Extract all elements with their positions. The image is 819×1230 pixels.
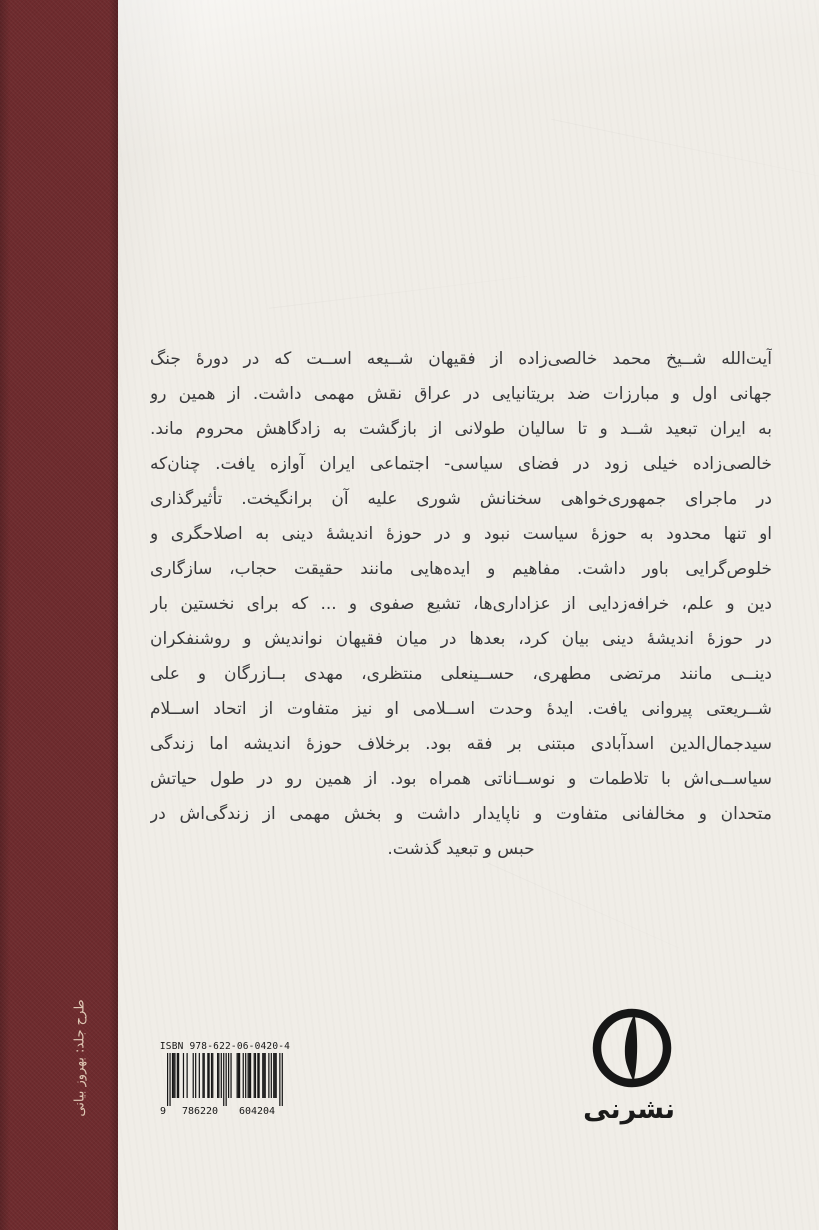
description-line: آیت‌الله شــیخ محمد خالصی‌زاده از فقیهان شــیعه اســت که در دورهٔ جنگ <box>150 349 772 369</box>
paper-crease <box>487 862 679 948</box>
cover-design-credit: طرح جلد: بهروز بیانی <box>72 999 88 1117</box>
description-line: به ایران تبعید شــد و تا سالیان طولانی از بازگشت به زادگاهش محروم ماند. <box>150 419 772 439</box>
book-description <box>150 342 772 867</box>
description-line: جهانی اول و مبارزات ضد بریتانیایی در عراق نقش مهمی داشت. از همین رو <box>150 384 772 404</box>
description-line: خلوص‌گرایی باور داشت. مفاهیم و ایده‌هایی مانند حقیقت حجاب، سازگاری <box>150 559 772 579</box>
description-line: سیدجمال‌الدین اسدآبادی مبتنی بر فقه بود. برخلاف حوزهٔ اندیشه اما زندگی <box>150 734 772 754</box>
barcode-digit-group: 786220 <box>181 1106 219 1117</box>
publisher-block <box>583 1007 675 1125</box>
isbn-number: ISBN 978-622-06-0420-4 <box>159 1041 291 1052</box>
description-line: دین و علم، خرافه‌زدایی از عزاداری‌ها، تشیع صفوی و ... که برای نخستین بار <box>150 594 772 614</box>
paper-crease <box>551 119 819 182</box>
description-line: دینــی مانند مرتضی مطهری، حســینعلی منتظری، مهدی بــازرگان و علی <box>150 664 772 684</box>
ney-logo-icon <box>592 1007 672 1089</box>
ean13-barcode-graphic <box>158 1053 292 1117</box>
publisher-name: نشرنی <box>583 1094 675 1125</box>
description-line: در حوزهٔ اندیشهٔ دینی بیان کرد، بعدها در میان فقیهان نواندیش و روشنفکران <box>150 629 772 649</box>
barcode-digit-group: 604204 <box>238 1106 276 1117</box>
description-line: خالصی‌زاده خیلی زود در فضای سیاسی- اجتماعی ایران آوازه یافت. چنان‌که <box>150 454 772 474</box>
description-line: متحدان و مخالفانی متفاوت و ناپایدار داشت و بخش مهمی از زندگی‌اش در <box>150 804 772 824</box>
description-line: شــریعتی پیروانی یافت. ایدهٔ وحدت اســلامی او نیز متفاوت از اتحاد اســلام <box>150 699 772 719</box>
isbn-barcode <box>158 1041 292 1121</box>
barcode-digit-group: 9 <box>159 1106 167 1117</box>
description-line: سیاســی‌اش با تلاطمات و نوســاناتی همراه بود. از همین رو در طول حیاتش <box>150 769 772 789</box>
description-line: او تنها محدود به حوزهٔ سیاست نبود و در حوزهٔ اندیشهٔ دینی به اصلاحگری و <box>150 524 772 544</box>
book-spine <box>0 0 118 1230</box>
description-line: در ماجرای جمهوری‌خواهی سخنانش شوری علیه آن برانگیخت. تأثیرگذاری <box>150 489 772 509</box>
paper-crease <box>269 276 527 309</box>
description-line: حبس و تبعید گذشت. <box>387 839 535 859</box>
